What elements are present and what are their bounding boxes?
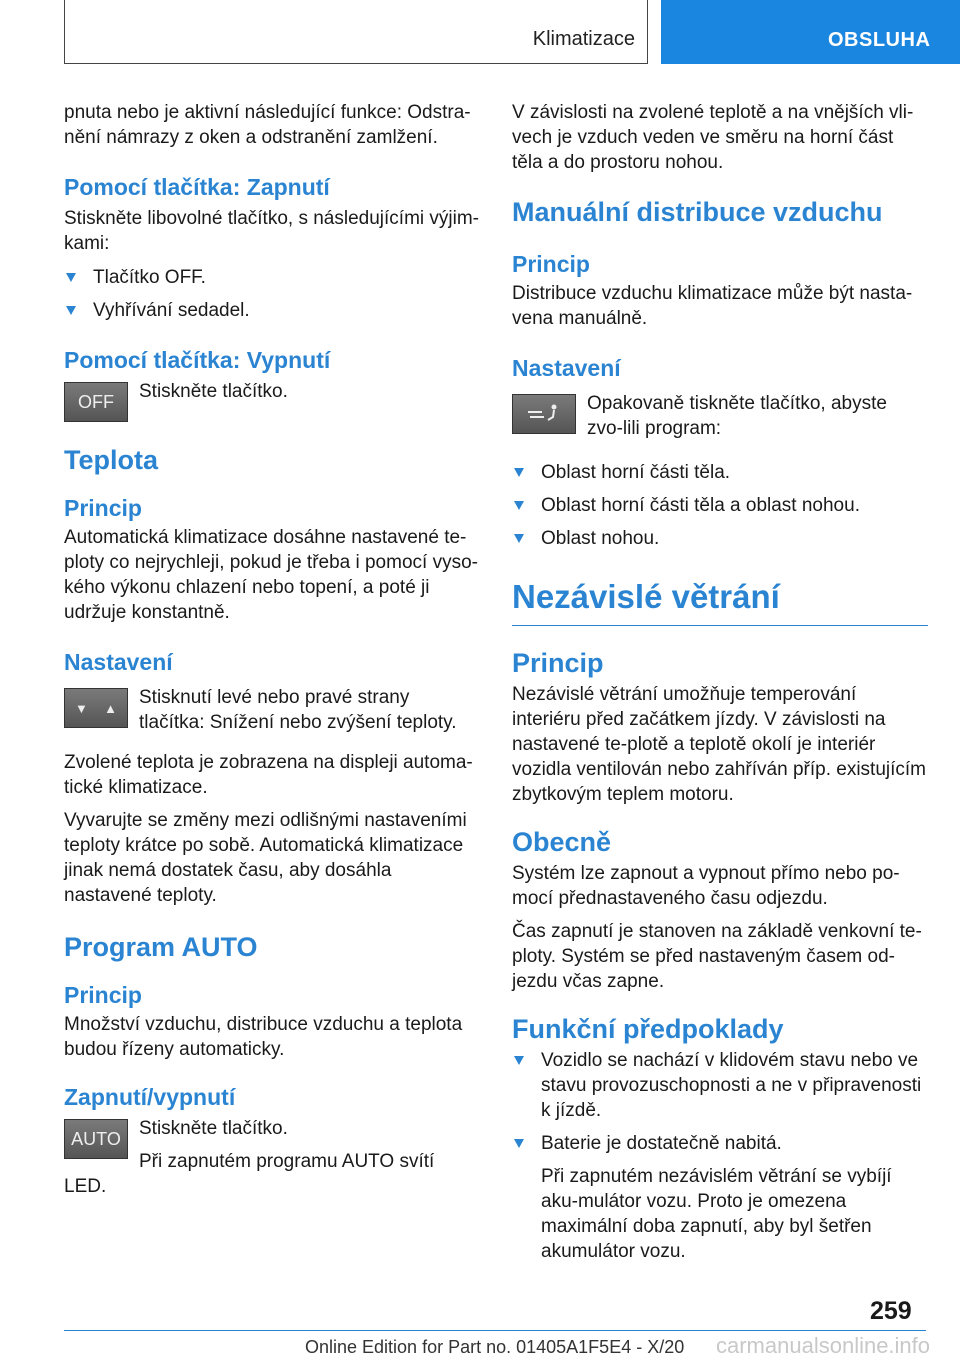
auto-principle-heading: Princip — [64, 982, 142, 1008]
on-heading: Pomocí tlačítka: Zapnutí — [64, 174, 330, 200]
footer-rule — [64, 1330, 926, 1331]
auto-press-text: Stiskněte tlačítko. — [139, 1118, 288, 1139]
temperature-principle-heading: Princip — [64, 495, 142, 521]
temperature-heading: Teplota — [64, 445, 158, 475]
chapter-tab-label: OBSLUHA — [828, 29, 931, 51]
list-item: Vyhřívání sedadel. — [64, 298, 480, 323]
on-list — [64, 265, 480, 323]
list-item: Tlačítko OFF. — [64, 265, 480, 290]
off-heading: Pomocí tlačítka: Vypnutí — [64, 347, 331, 373]
ventilation-requirements-list — [512, 1048, 928, 1264]
right-column — [512, 100, 928, 1264]
ventilation-principle-heading: Princip — [512, 648, 604, 678]
manual-instruction — [512, 391, 928, 441]
left-column — [64, 100, 480, 1199]
manual-setting-text: Opakovaně tiskněte tlačítko, abyste zvo‐lili program: — [587, 393, 887, 439]
off-text: Stiskněte tlačítko. — [139, 381, 288, 402]
off-instruction — [64, 379, 480, 439]
triangle-bullet-icon — [514, 468, 524, 477]
temperature-up-icon: ▲ — [104, 700, 117, 716]
auto-instruction — [64, 1116, 480, 1199]
triangle-bullet-icon — [514, 534, 524, 543]
ventilation-general-text: Čas zapnutí je stanoven na základě venkovní te‐ploty. Systém se před nastaveným časem od‐jezdu včas zapne. — [512, 921, 922, 992]
air-distribution-button-icon — [512, 394, 576, 434]
ventilation-general-heading: Obecně — [512, 827, 612, 857]
page-number: 259 — [870, 1297, 912, 1325]
ventilation-general-text: Systém lze zapnout a vypnout přímo nebo po‐mocí přednastaveného času odjezdu. — [512, 863, 900, 909]
triangle-bullet-icon — [514, 1056, 524, 1065]
manual-setting-heading: Nastavení — [512, 355, 621, 381]
triangle-bullet-icon — [66, 273, 76, 282]
temperature-principle-text: Automatická klimatizace dosáhne nastavené te‐ploty co nejrychleji, pokud je třeba i pomocí vyso‐kého výkonu chlazení nebo topení, a poté ji udržuje konstantně. — [64, 527, 478, 623]
off-button-icon: OFF — [64, 382, 128, 422]
header-box — [64, 0, 648, 64]
temperature-setting-text: Stisknutí levé nebo pravé strany tlačítka: Snížení nebo zvýšení teploty. — [139, 687, 457, 733]
triangle-bullet-icon — [514, 501, 524, 510]
temperature-setting-heading: Nastavení — [64, 649, 173, 675]
list-item: Oblast nohou. — [512, 526, 928, 551]
temperature-warning-text: Vyvarujte se změny mezi odlišnými nastaveními teploty krátce po sobě. Automatická klimatizace jinak nemá dostatek času, aby dosáhla nastavené teploty. — [64, 810, 467, 906]
auto-button-icon: AUTO — [64, 1119, 128, 1159]
edition-text: Online Edition for Part no. 01405A1F5E4 - X/20 — [305, 1337, 685, 1357]
on-text: Stiskněte libovolné tlačítko, s následujícími výjim‐kami: — [64, 208, 479, 254]
manual-principle-text: Distribuce vzduchu klimatizace může být nasta‐vena manuálně. — [512, 283, 913, 329]
ventilation-principle-text: Nezávislé větrání umožňuje temperování interiéru před začátkem jízdy. V závislosti na nastavené te‐plotě a teplotě okolí je interiér vozidla ventilován nebo zahříván příp. existujícím zbytkovým teplem motoru. — [512, 684, 926, 805]
battery-note-text: Při zapnutém nezávislém větrání se vybíjí aku‐mulátor vozu. Proto je omezena maximální doba zapnutí, aby byl šetřen akumulátor vozu. — [541, 1166, 892, 1262]
ventilation-requirements-heading: Funkční předpoklady — [512, 1014, 784, 1044]
auto-onoff-heading: Zapnutí/vypnutí — [64, 1084, 236, 1110]
auto-principle-text: Množství vzduchu, distribuce vzduchu a teplota budou řízeny automaticky. — [64, 1014, 463, 1060]
distribution-intro-text: V závislosti na zvolené teplotě a na vnějších vli‐vech je vzduch veden ve směru na horní část těla a do prostoru nohou. — [512, 102, 914, 173]
temperature-rocker-icon — [64, 688, 128, 728]
auto-led-text: Při zapnutém programu AUTO svítí LED. — [64, 1151, 435, 1197]
list-item: Vozidlo se nachází v klidovém stavu nebo ve stavu provozuschopnosti a ne v připravenosti k jízdě. — [512, 1048, 928, 1123]
manual-program-list — [512, 460, 928, 551]
air-distribution-icon — [524, 402, 564, 426]
watermark-text: carmanualsonline.info — [716, 1333, 931, 1358]
temperature-display-text: Zvolené teplota je zobrazena na displeji automa‐tické klimatizace. — [64, 752, 473, 798]
manual-distribution-heading: Manuální distribuce vzduchu — [512, 197, 883, 227]
intro-text: pnuta nebo je aktivní následující funkce: Odstra‐nění námrazy z oken a odstranění zamlžení. — [64, 102, 471, 148]
auto-heading: Program AUTO — [64, 932, 258, 962]
triangle-bullet-icon — [514, 1139, 524, 1148]
list-item: Oblast horní části těla a oblast nohou. — [512, 493, 928, 518]
chapter-tab — [661, 0, 960, 64]
manual-principle-heading: Princip — [512, 251, 590, 277]
temperature-down-icon: ▼ — [75, 700, 88, 716]
section-title: Klimatizace — [532, 28, 635, 50]
independent-ventilation-heading: Nezávislé větrání — [512, 577, 928, 626]
list-item: Oblast horní části těla. — [512, 460, 928, 485]
list-item: Baterie je dostatečně nabitá. Při zapnutém nezávislém větrání se vybíjí aku‐mulátor vozu. Proto je omezena maximální doba zapnutí, aby byl šetřen akumulátor vozu. — [512, 1131, 928, 1264]
triangle-bullet-icon — [66, 306, 76, 315]
temperature-instruction — [64, 685, 480, 735]
